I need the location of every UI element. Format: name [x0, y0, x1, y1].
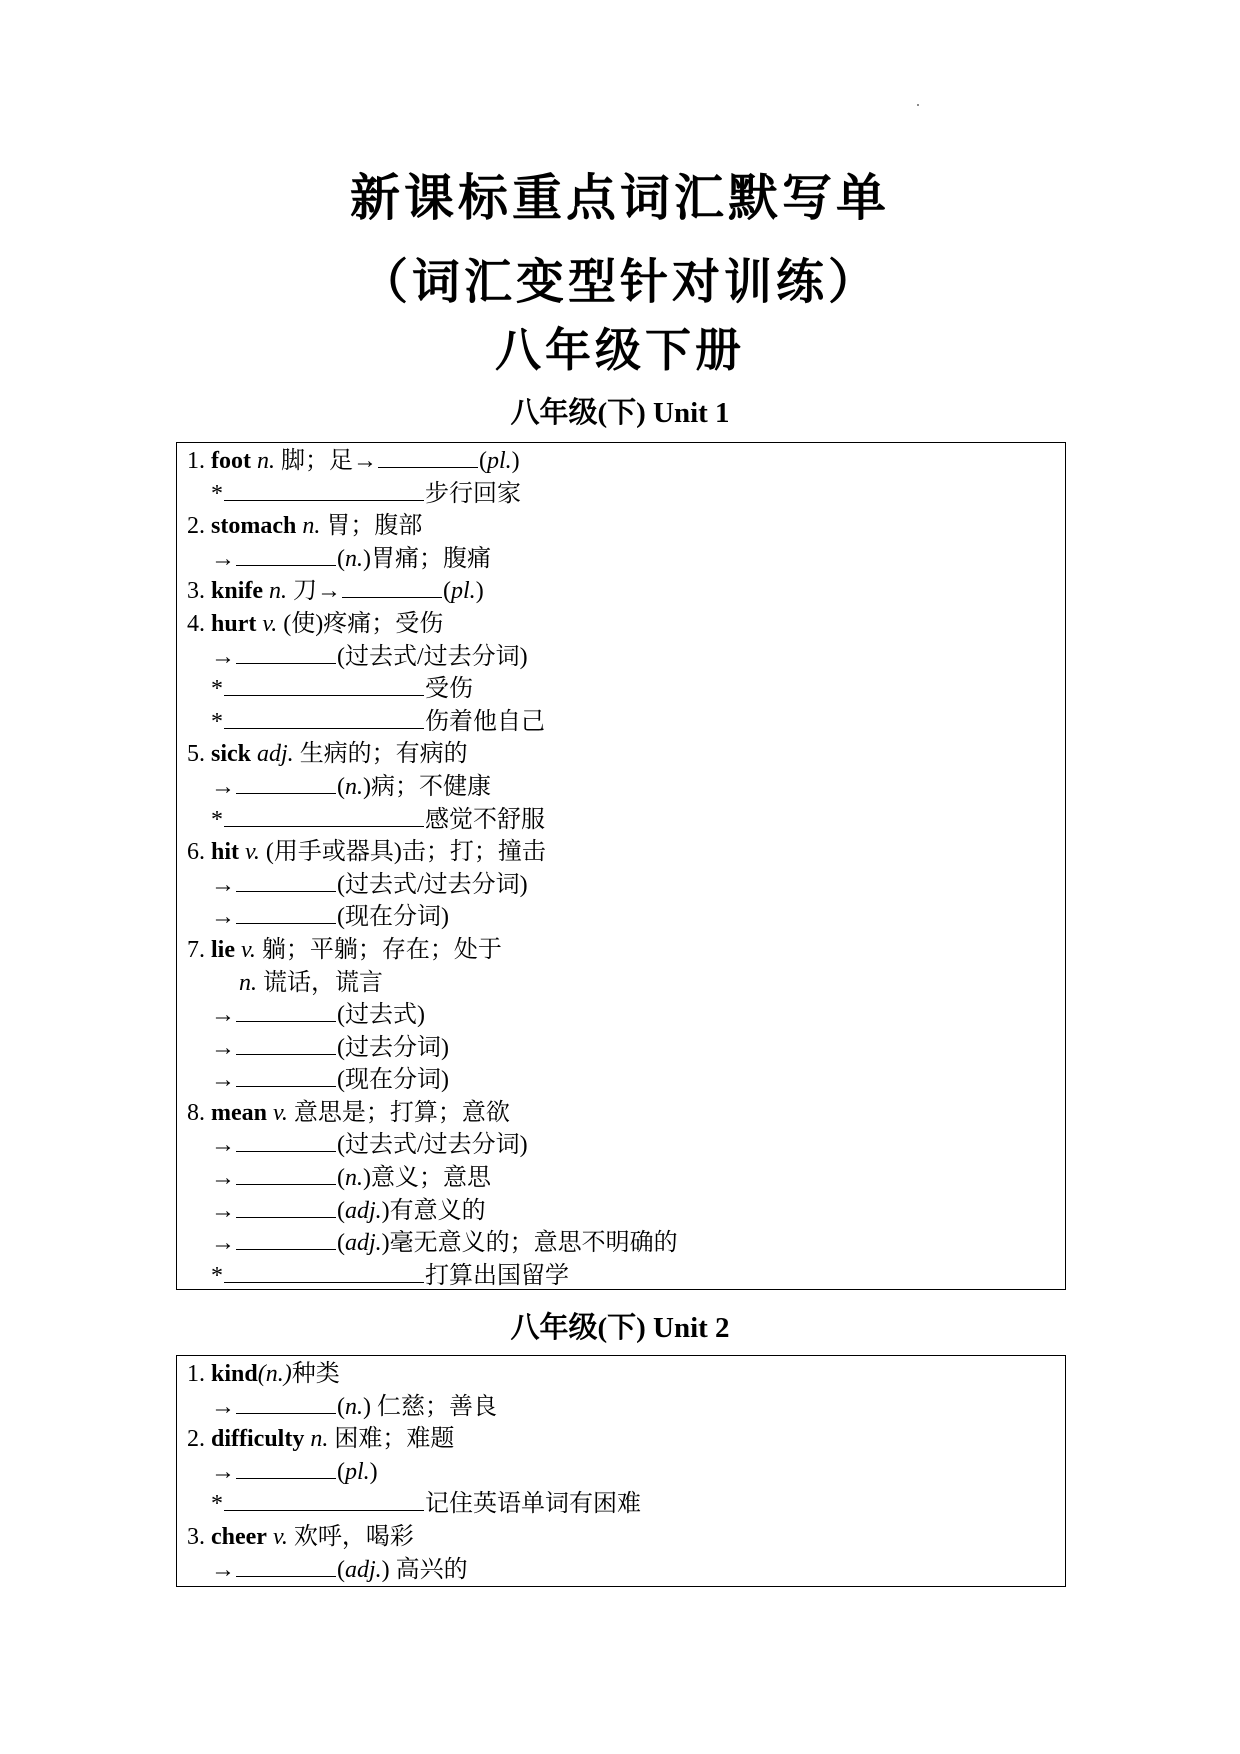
answer-blank[interactable] — [378, 445, 478, 468]
item-number: 4. — [187, 610, 205, 637]
unit-2-title: 八年级(下) Unit 2 — [510, 1312, 730, 1344]
vocab-item: 3. knife n. 刀→ (pl.) — [187, 575, 1065, 608]
phrase-meaning: 步行回家 — [425, 480, 521, 507]
meaning: 躺；平躺；存在；处于 — [261, 936, 502, 963]
unit-2-vocab-box — [176, 1355, 1066, 1587]
derived-form-line: → (pl.) — [187, 1456, 1065, 1489]
meaning: 谎话，谎言 — [263, 969, 383, 996]
headword: knife — [211, 578, 264, 605]
derived-form-line: → (过去分词) — [187, 1032, 1065, 1065]
derived-form-line: → (现在分词) — [187, 1064, 1065, 1097]
derived-form-line: → (n.)意义；意思 — [187, 1162, 1065, 1195]
headword: difficulty — [211, 1426, 305, 1453]
derived-form-line: → (过去式/过去分词) — [187, 1129, 1065, 1162]
vocab-item — [187, 1423, 1065, 1456]
item-number: 3. — [187, 1523, 205, 1550]
headword: sick — [211, 741, 252, 768]
extra-meaning-line — [187, 967, 1065, 1000]
headword: foot — [211, 448, 251, 474]
answer-blank[interactable] — [342, 575, 442, 598]
meaning: 刀→ — [293, 578, 342, 605]
phrase-line — [187, 706, 1065, 739]
vocab-item — [187, 1521, 1065, 1554]
page-subtitle: （词汇变型针对训练） — [359, 254, 880, 310]
form-pos: adj. — [345, 1556, 382, 1583]
vocab-item — [187, 608, 1065, 641]
meaning: 欢呼，喝彩 — [293, 1523, 414, 1550]
vocab-item — [187, 1358, 1065, 1391]
answer-blank[interactable] — [236, 771, 336, 794]
phrase-meaning: 感觉不舒服 — [425, 806, 545, 833]
phrase-meaning: 受伤 — [425, 676, 473, 703]
answer-blank[interactable] — [224, 804, 424, 827]
form-hint: 现在分词 — [345, 1067, 441, 1094]
item-number: 8. — [187, 1099, 205, 1126]
form-pos: n. — [345, 545, 363, 572]
star-icon: * — [211, 806, 223, 833]
form-hint: 过去式/过去分词 — [345, 643, 520, 670]
derived-form-line: → (现在分词) — [187, 901, 1065, 934]
derived-form-line: → (adj.)毫无意义的；意思不明确的 — [187, 1227, 1065, 1260]
phrase-line — [187, 1488, 1065, 1521]
meaning: (用手或器具)击；打；撞击 — [265, 839, 546, 866]
star-icon: * — [211, 480, 223, 507]
star-icon: * — [211, 708, 223, 735]
derived-form-line: → (n.) 仁慈；善良 — [187, 1391, 1065, 1424]
vocab-item — [187, 738, 1065, 771]
arrow-icon: → — [211, 545, 235, 572]
phrase-meaning: 打算出国留学 — [425, 1262, 569, 1289]
derived-form-line: → (过去式/过去分词) — [187, 641, 1065, 674]
form-hint: 现在分词 — [345, 904, 441, 931]
part-of-speech: v. — [273, 1099, 288, 1126]
form-meaning: 毫无意义的；意思不明确的 — [389, 1230, 678, 1257]
answer-blank[interactable] — [236, 1391, 336, 1414]
part-of-speech: n. — [256, 448, 275, 474]
answer-blank[interactable] — [236, 869, 336, 892]
form-meaning: 仁慈；善良 — [371, 1393, 497, 1420]
form-hint: pl. — [486, 448, 512, 474]
derived-form-line: → (n.)病；不健康 — [187, 771, 1065, 804]
arrow-icon: → — [211, 1067, 235, 1094]
item-number: 1. — [187, 1361, 205, 1387]
part-of-speech: (n.) — [257, 1361, 292, 1387]
meaning: 困难；难题 — [334, 1426, 455, 1453]
answer-blank[interactable] — [224, 478, 424, 501]
headword: cheer — [211, 1523, 267, 1550]
meaning: 胃；腹部 — [326, 513, 423, 540]
form-hint: 过去分词 — [345, 1034, 441, 1061]
phrase-line — [187, 673, 1065, 706]
item-number: 2. — [187, 1426, 205, 1453]
form-pos: n. — [345, 1165, 363, 1192]
form-pos: adj. — [345, 1197, 382, 1224]
phrase-line — [187, 478, 1065, 511]
answer-blank[interactable] — [236, 641, 336, 664]
vocab-item — [187, 1097, 1065, 1130]
answer-blank[interactable] — [236, 1227, 336, 1250]
answer-blank[interactable] — [236, 1456, 336, 1479]
phrase-line — [187, 1260, 1065, 1293]
vocab-item — [187, 510, 1065, 543]
derived-form-line: → (n.)胃痛；腹痛 — [187, 543, 1065, 576]
form-meaning: 有意义的 — [389, 1197, 486, 1224]
form-hint: 过去式/过去分词 — [345, 871, 520, 898]
part-of-speech: v. — [245, 839, 260, 866]
answer-blank[interactable] — [236, 1162, 336, 1185]
headword: lie — [211, 936, 235, 963]
arrow-icon: → — [211, 773, 235, 800]
form-hint: 过去式/过去分词 — [345, 1132, 520, 1159]
phrase-meaning: 记住英语单词有困难 — [425, 1491, 641, 1518]
star-icon: * — [211, 676, 223, 703]
derived-form-line: → (过去式) — [187, 999, 1065, 1032]
arrow-icon: → — [211, 1197, 235, 1224]
answer-blank[interactable] — [224, 706, 424, 729]
item-number: 6. — [187, 839, 205, 866]
part-of-speech: v. — [241, 936, 256, 963]
stray-dot — [917, 104, 919, 106]
headword: kind — [211, 1361, 258, 1387]
form-meaning: 病；不健康 — [371, 773, 491, 800]
derived-form-line: → (过去式/过去分词) — [187, 869, 1065, 902]
form-meaning: 意义；意思 — [371, 1165, 491, 1192]
answer-blank[interactable] — [224, 1260, 424, 1283]
headword: stomach — [211, 513, 297, 540]
derived-form-line: → (adj.)有意义的 — [187, 1195, 1065, 1228]
arrow-icon: → — [211, 1165, 235, 1192]
item-number: 7. — [187, 936, 205, 963]
headword: hurt — [211, 610, 257, 637]
item-number: 1. — [187, 448, 205, 474]
answer-blank[interactable] — [236, 901, 336, 924]
derived-form-line: → (adj.) 高兴的 — [187, 1554, 1065, 1587]
meaning: 生病的；有病的 — [299, 741, 468, 768]
part-of-speech: n. — [269, 578, 288, 605]
meaning: (使)疼痛；受伤 — [283, 610, 444, 637]
form-meaning: 高兴的 — [389, 1556, 468, 1583]
phrase-meaning: 伤着他自己 — [425, 708, 545, 735]
meaning: 意思是；打算；意欲 — [293, 1099, 510, 1126]
arrow-icon: → — [211, 1230, 235, 1257]
form-hint: pl. — [451, 578, 476, 605]
arrow-icon: → — [211, 643, 235, 670]
answer-blank[interactable] — [236, 1195, 336, 1218]
arrow-icon: → — [211, 1002, 235, 1029]
arrow-icon: → — [211, 871, 235, 898]
answer-blank[interactable] — [236, 999, 336, 1022]
unit-1-vocab-box — [176, 442, 1066, 1290]
answer-blank[interactable] — [236, 543, 336, 566]
form-meaning: 胃痛；腹痛 — [371, 545, 491, 572]
arrow-icon: → — [211, 1034, 235, 1061]
part-of-speech: adj. — [257, 741, 294, 768]
form-hint: 过去式 — [345, 1002, 417, 1029]
item-number: 3. — [187, 578, 205, 605]
unit-1-title: 八年级(下) Unit 1 — [510, 397, 730, 429]
answer-blank[interactable] — [236, 1129, 336, 1152]
answer-blank[interactable] — [236, 1032, 336, 1055]
answer-blank[interactable] — [224, 1488, 424, 1511]
arrow-icon: → — [211, 1132, 235, 1159]
item-number: 2. — [187, 513, 205, 540]
arrow-icon: → — [211, 1458, 235, 1485]
answer-blank[interactable] — [236, 1064, 336, 1087]
grade-title: 八年级下册 — [495, 323, 745, 377]
part-of-speech: n. — [302, 513, 321, 540]
part-of-speech: v. — [272, 1523, 288, 1550]
form-pos: pl. — [345, 1458, 370, 1485]
star-icon: * — [211, 1262, 223, 1289]
vocab-item — [187, 934, 1065, 967]
page-title: 新课标重点词汇默写单 — [350, 169, 890, 227]
vocab-item: 1. foot n. 脚；足→ (pl.) — [187, 445, 1065, 478]
form-pos: adj. — [345, 1230, 382, 1257]
answer-blank[interactable] — [236, 1554, 336, 1577]
arrow-icon: → — [211, 1393, 235, 1420]
part-of-speech: n. — [310, 1426, 329, 1453]
answer-blank[interactable] — [224, 673, 424, 696]
vocab-item — [187, 836, 1065, 869]
headword: hit — [211, 839, 240, 866]
meaning: 脚；足→ — [280, 448, 377, 474]
arrow-icon: → — [211, 1556, 235, 1583]
part-of-speech: n. — [239, 969, 257, 996]
item-number: 5. — [187, 741, 205, 768]
star-icon: * — [211, 1491, 223, 1518]
form-pos: n. — [345, 773, 363, 800]
phrase-line — [187, 804, 1065, 837]
part-of-speech: v. — [262, 610, 278, 637]
form-pos: n. — [345, 1393, 363, 1420]
headword: mean — [211, 1099, 267, 1126]
meaning: 种类 — [291, 1361, 340, 1387]
arrow-icon: → — [211, 904, 235, 931]
